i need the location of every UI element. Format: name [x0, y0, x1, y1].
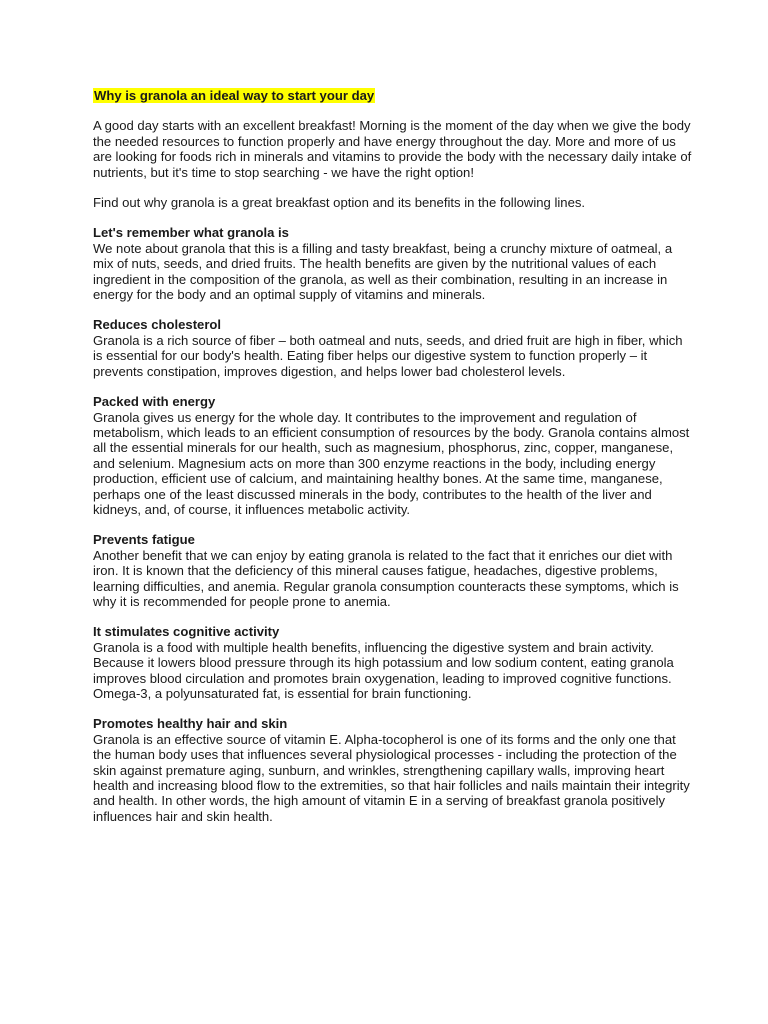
section-text: Granola is a food with multiple health benefits, influencing the digestive system and brain activity. Because it lowers blood pressure through its high potassium and low sodium content, eating granola improves blood circulation and promotes brain oxygenation, leading to improved cognitive functions. Omega-3, a polyunsaturated fat, is essential for brain functioning.	[93, 639, 674, 701]
section-heading: Reduces cholesterol	[93, 317, 222, 333]
section-heading: Prevents fatigue	[93, 532, 195, 548]
section-cognitive-activity	[93, 624, 693, 701]
section-reduces-cholesterol	[93, 317, 693, 379]
section-text: We note about granola that this is a filling and tasty breakfast, being a crunchy mixture of oatmeal, a mix of nuts, seeds, and dried fruits. The health benefits are given by the nutritional values of each ingredient in the composition of the granola, as well as their combination, resulting in an increase in energy for the body and an optimal supply of vitamins and minerals.	[93, 240, 673, 303]
document-page	[93, 88, 693, 839]
section-text: Granola gives us energy for the whole day. It contributes to the improvement and regulation of metabolism, which leads to an efficient consumption of resources by the body. Granola contains almost all the essential minerals for our health, such as magnesium, phosphorus, zinc, copper, manganese, and selenium. Magnesium acts on more than 300 enzyme reactions in the body, including energy production, efficient use of calcium, and maintaining healthy bones. At the same time, manganese, perhaps one of the least discussed minerals in the body, contributes to the health of the liver and kidneys, and, of course, it influences metabolic activity.	[93, 409, 690, 517]
section-text: Another benefit that we can enjoy by eating granola is related to the fact that it enriches our diet with iron. It is known that the deficiency of this mineral causes fatigue, headaches, digestive problems, learning difficulties, and anemia. Regular granola consumption counteracts these symptoms, which is why it is recommended for people prone to anemia.	[93, 547, 679, 609]
section-heading: Let's remember what granola is	[93, 225, 289, 241]
document-title: Why is granola an ideal way to start your day	[94, 88, 375, 103]
section-heading: It stimulates cognitive activity	[93, 624, 280, 640]
section-packed-with-energy	[93, 394, 693, 517]
intro-paragraph-1: A good day starts with an excellent breakfast! Morning is the moment of the day when we give the body the needed resources to function properly and have energy throughout the day. More and more of us are looking for foods rich in minerals and vitamins to provide the body with the necessary daily intake of nutrients, but it's time to stop searching - we have the right option!	[93, 118, 692, 180]
section-what-granola-is	[93, 225, 693, 302]
section-prevents-fatigue	[93, 532, 693, 609]
section-heading: Packed with energy	[93, 394, 216, 410]
intro-paragraph-2: Find out why granola is a great breakfast option and its benefits in the following lines.	[93, 195, 586, 211]
section-hair-and-skin	[93, 716, 693, 824]
section-text: Granola is a rich source of fiber – both oatmeal and nuts, seeds, and dried fruit are high in fiber, which is essential for our body's health. Eating fiber helps our digestive system to function properly – it prevents constipation, improves digestion, and helps lower bad cholesterol levels.	[93, 332, 683, 379]
section-heading: Promotes healthy hair and skin	[93, 716, 288, 732]
section-text: Granola is an effective source of vitamin E. Alpha-tocopherol is one of its forms and the only one that the human body uses that influences several physiological processes - including the protection of the skin against premature aging, sunburn, and wrinkles, strengthening capillary walls, improving heart health and increasing blood flow to the extremities, so that hair follicles and nails maintain their integrity and health. In other words, the high amount of vitamin E in a serving of breakfast granola positively influences hair and skin health.	[93, 731, 690, 824]
